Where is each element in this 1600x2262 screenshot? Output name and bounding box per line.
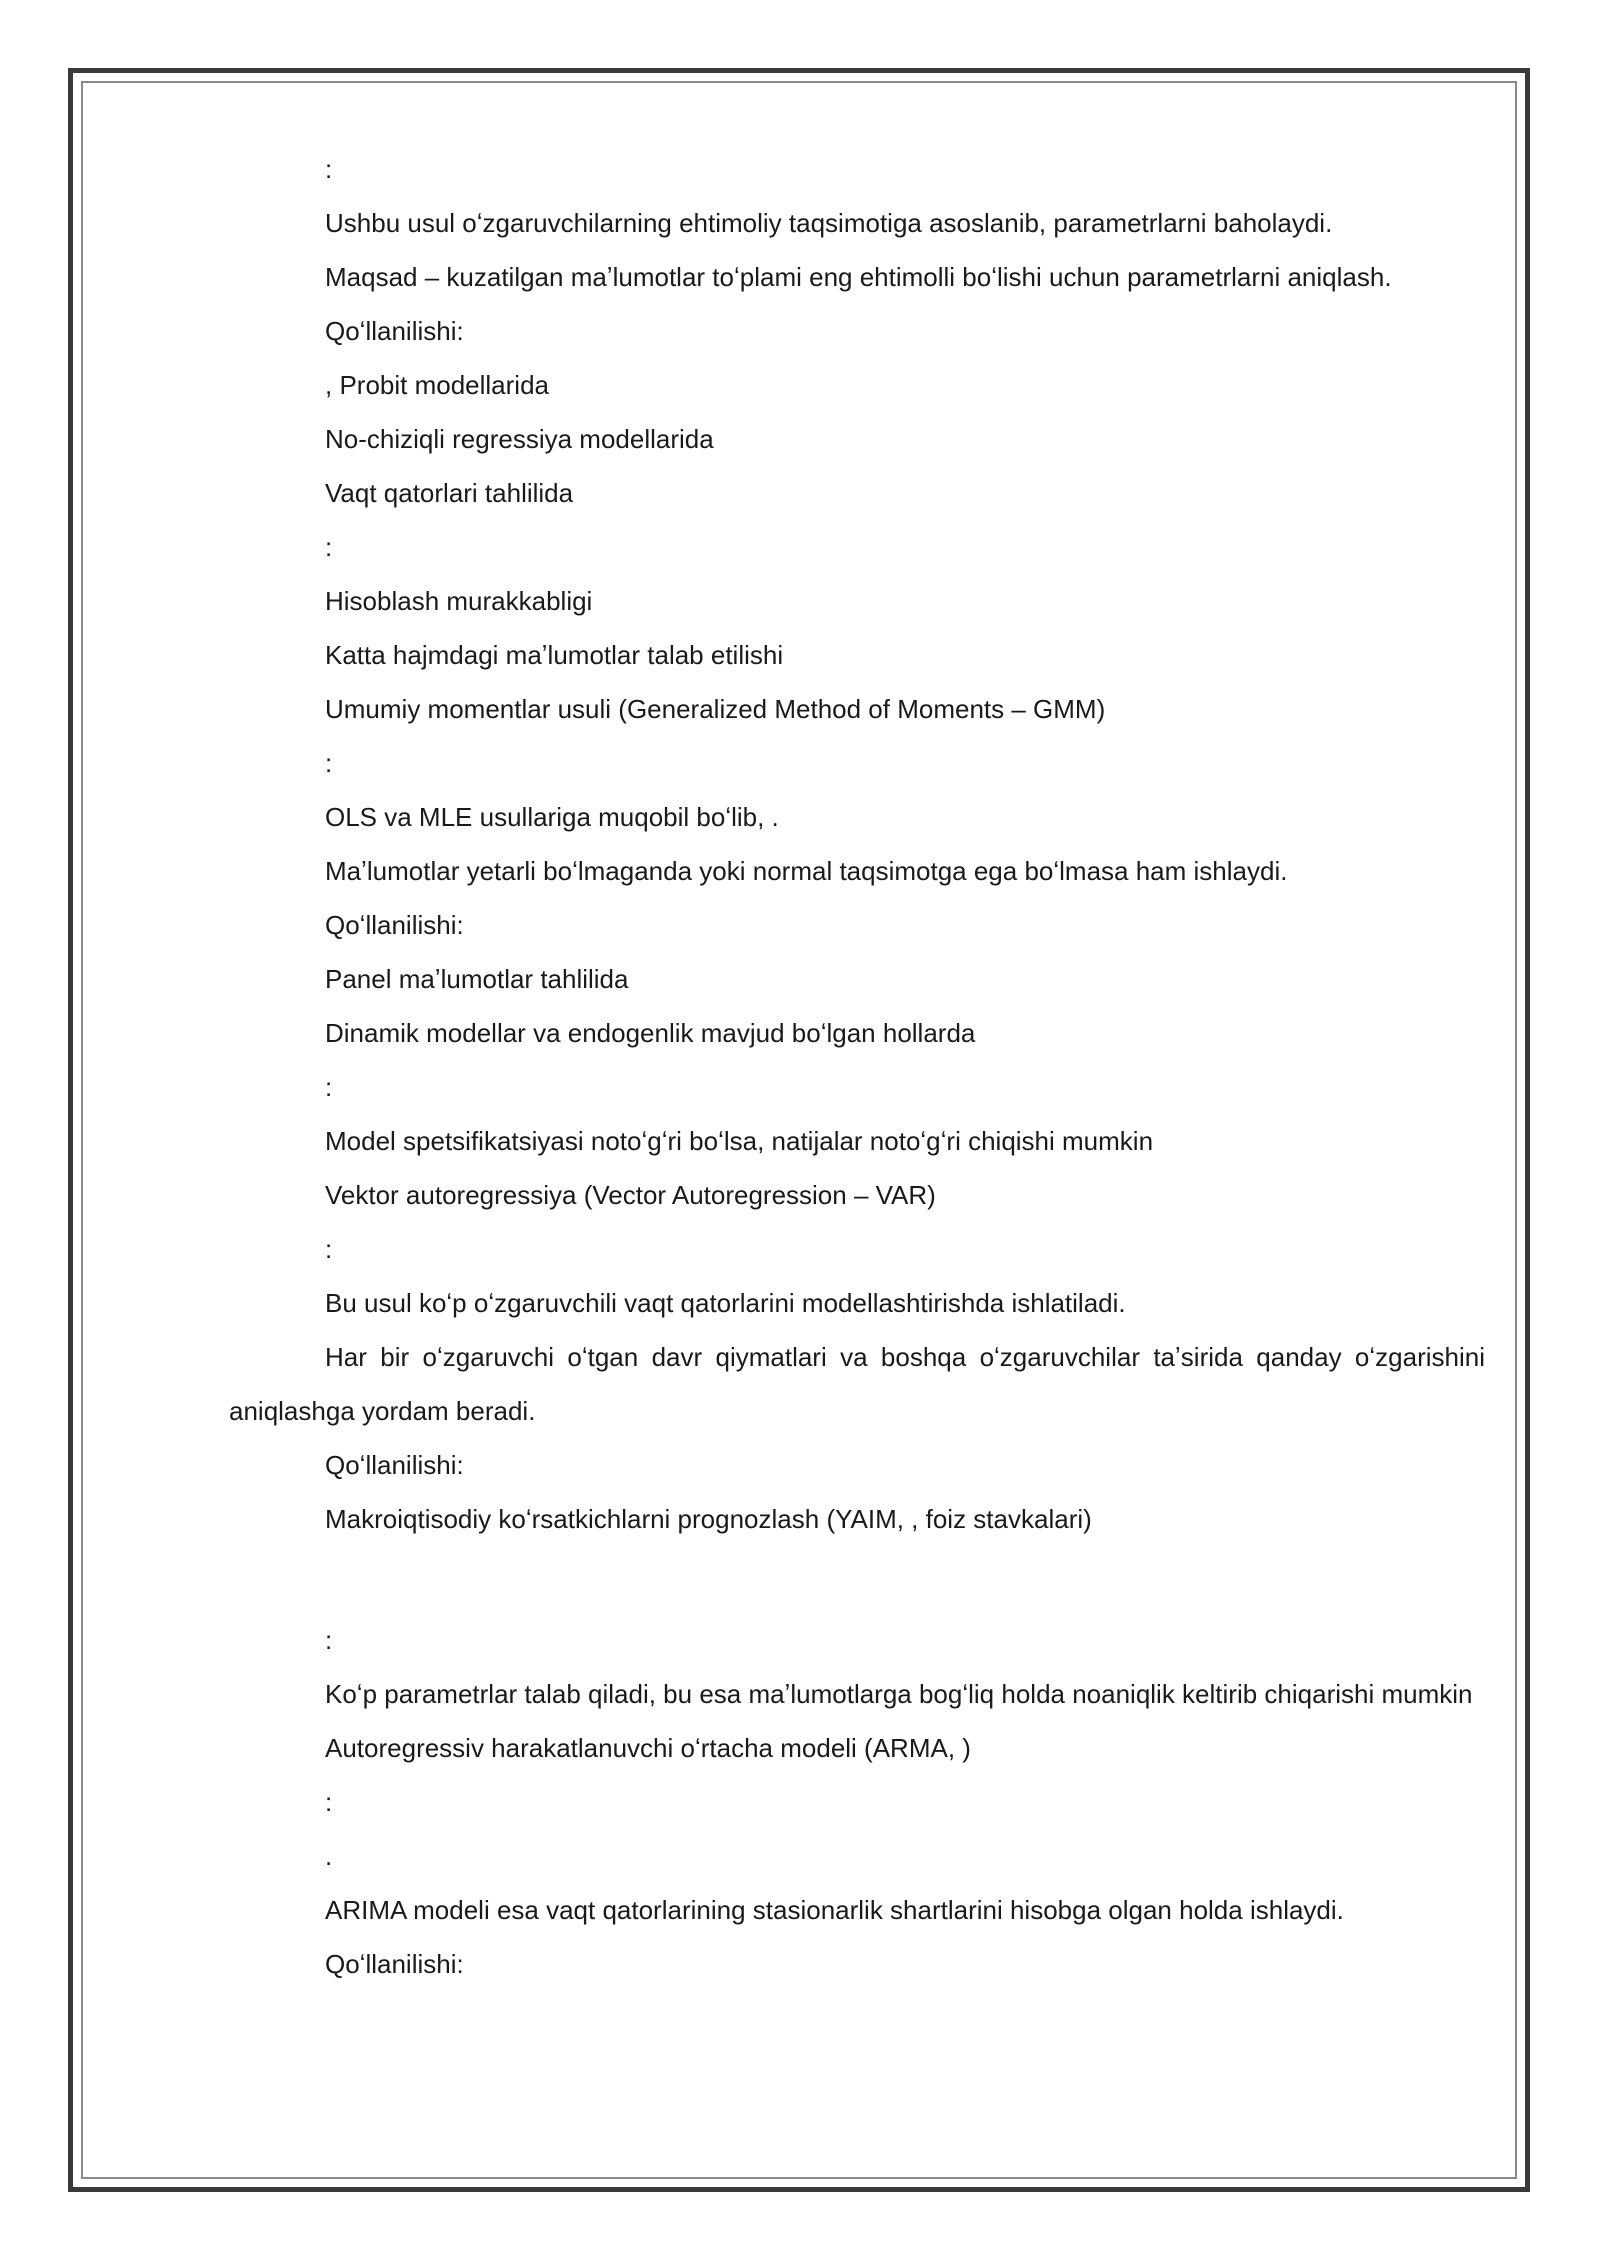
section-heading: Autoregressiv harakatlanuvchi oʻrtacha modeli (ARMA, ): [325, 1733, 971, 1763]
paragraph-colon: :: [325, 1787, 333, 1817]
paragraph: Har bir oʻzgaruvchi oʻtgan davr qiymatlari va boshqa oʻzgaruvchilar taʼsirida qanday oʻzgarishini aniqlashga yordam beradi.: [229, 1342, 1485, 1426]
paragraph-heading: Qoʻllanilishi:: [325, 316, 464, 346]
paragraph: ARIMA modeli esa vaqt qatorlarining stasionarlik shartlarini hisobga olgan holda ishlaydi.: [325, 1895, 1344, 1925]
paragraph: Maʼlumotlar yetarli boʻlmaganda yoki normal taqsimotga ega boʻlmasa ham ishlaydi.: [325, 856, 1288, 886]
paragraph-colon: :: [325, 1234, 333, 1264]
paragraph-colon: :: [325, 1072, 333, 1102]
section-heading: Umumiy momentlar usuli (Generalized Method of Moments – GMM): [325, 694, 1106, 724]
paragraph: OLS va MLE usullariga muqobil boʻlib, .: [325, 802, 779, 832]
list-item: Vaqt qatorlari tahlilida: [325, 478, 574, 508]
empty-paragraph: [229, 1546, 1485, 1613]
list-item: Panel maʼlumotlar tahlilida: [325, 964, 629, 994]
document-body: [229, 142, 1485, 1991]
paragraph: Ushbu usul oʻzgaruvchilarning ehtimoliy taqsimotiga asoslanib, parametrlarni baholaydi.: [325, 208, 1333, 238]
list-item: No-chiziqli regressiya modellarida: [325, 424, 714, 454]
paragraph-heading: Qoʻllanilishi:: [325, 1450, 464, 1480]
list-item: Dinamik modellar va endogenlik mavjud boʻlgan hollarda: [325, 1018, 976, 1048]
paragraph-colon: :: [325, 532, 333, 562]
paragraph-heading: Qoʻllanilishi:: [325, 1949, 464, 1979]
list-item: Katta hajmdagi maʼlumotlar talab etilishi: [325, 640, 784, 670]
list-item: Makroiqtisodiy koʻrsatkichlarni prognozlash (YAIM, , foiz stavkalari): [325, 1504, 1092, 1534]
list-item: Hisoblash murakkabligi: [325, 586, 593, 616]
paragraph: Maqsad – kuzatilgan maʼlumotlar toʻplami eng ehtimolli boʻlishi uchun parametrlarni aniqlash.: [325, 262, 1392, 292]
paragraph-colon: :: [325, 1625, 333, 1655]
section-heading: Vektor autoregressiya (Vector Autoregression – VAR): [325, 1180, 936, 1210]
paragraph-heading: Qoʻllanilishi:: [325, 910, 464, 940]
paragraph: Koʻp parametrlar talab qiladi, bu esa maʼlumotlarga bogʻliq holda noaniqlik keltirib chiqarishi mumkin: [325, 1679, 1473, 1709]
list-item: , Probit modellarida: [325, 370, 549, 400]
paragraph-colon: :: [325, 748, 333, 778]
paragraph-dot: .: [325, 1841, 333, 1871]
list-item: Model spetsifikatsiyasi notoʻgʻri boʻlsa, natijalar notoʻgʻri chiqishi mumkin: [325, 1126, 1154, 1156]
paragraph-colon: :: [325, 154, 333, 184]
paragraph: Bu usul koʻp oʻzgaruvchili vaqt qatorlarini modellashtirishda ishlatiladi.: [325, 1288, 1126, 1318]
